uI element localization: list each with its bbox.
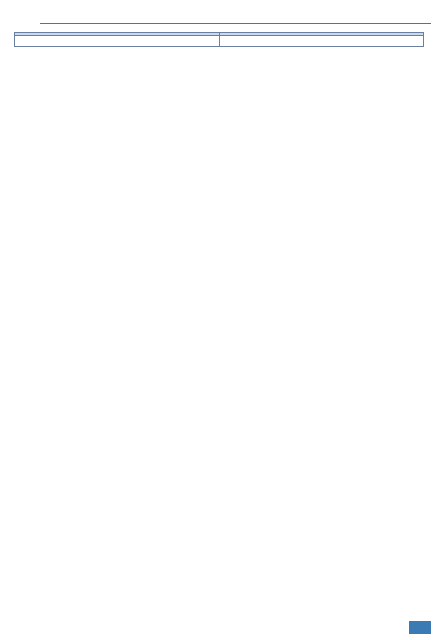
diminutive-augmentative-table [14,32,424,47]
header-rule [40,23,431,24]
page-content [14,28,424,47]
page-header [0,0,445,24]
augmentatives-cell [219,36,424,47]
diminutives-cell [15,36,220,47]
page-number [409,621,431,634]
